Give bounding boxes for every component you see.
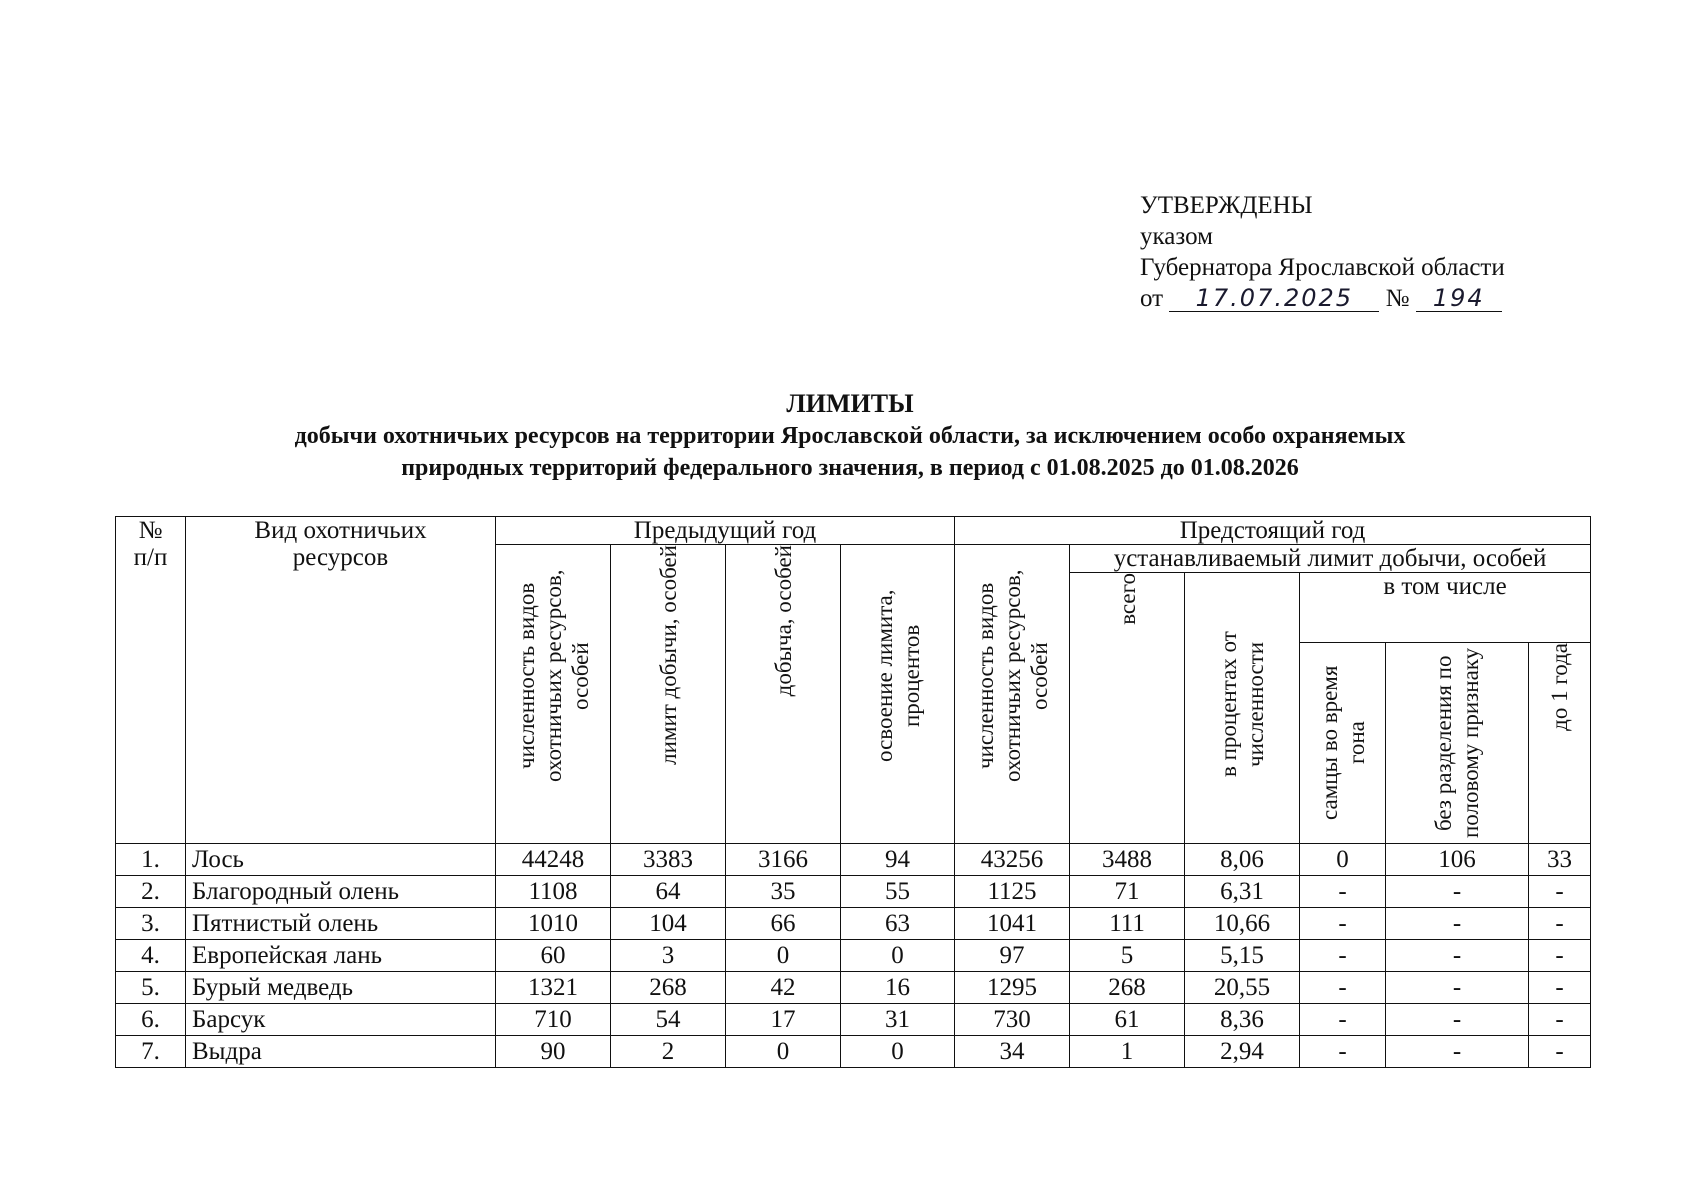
cell-under-one-year: -	[1529, 1036, 1591, 1068]
cell-prev-limit: 104	[611, 908, 726, 940]
cell-males-rut: -	[1300, 1004, 1386, 1036]
cell-next-population: 97	[955, 940, 1070, 972]
header-next-population	[955, 545, 1070, 844]
cell-next-population: 1295	[955, 972, 1070, 1004]
cell-prev-population: 1010	[496, 908, 611, 940]
cell-prev-population: 60	[496, 940, 611, 972]
row-species: Пятнистый олень	[186, 908, 496, 940]
header-total	[1070, 573, 1185, 844]
cell-no-sex-division: -	[1386, 972, 1529, 1004]
row-species: Европейская лань	[186, 940, 496, 972]
header-upcoming-year: Предстоящий год	[955, 517, 1591, 545]
row-number: 2.	[116, 876, 186, 908]
approval-authority: Губернатора Ярославской области	[1140, 254, 1505, 281]
header-prev-limit-label: лимит добычи, особей	[655, 545, 681, 765]
cell-prev-limit: 54	[611, 1004, 726, 1036]
cell-prev-harvest: 3166	[726, 844, 841, 876]
header-species	[186, 517, 496, 844]
header-species-label: Вид охотничьих ресурсов	[254, 517, 427, 571]
table-row	[116, 940, 1591, 972]
cell-prev-population: 710	[496, 1004, 611, 1036]
cell-prev-harvest: 35	[726, 876, 841, 908]
cell-total: 61	[1070, 1004, 1185, 1036]
header-including: в том числе	[1300, 573, 1591, 643]
header-prev-utilization	[841, 545, 955, 844]
header-under-one-year-label: до 1 года	[1547, 643, 1573, 731]
cell-prev-utilization: 16	[841, 972, 955, 1004]
cell-next-population: 730	[955, 1004, 1070, 1036]
cell-no-sex-division: -	[1386, 876, 1529, 908]
cell-prev-utilization: 94	[841, 844, 955, 876]
cell-prev-utilization: 63	[841, 908, 955, 940]
cell-total: 268	[1070, 972, 1185, 1004]
row-number: 4.	[116, 940, 186, 972]
row-number: 6.	[116, 1004, 186, 1036]
cell-males-rut: -	[1300, 876, 1386, 908]
handwritten-number: 194	[1416, 285, 1502, 312]
header-no-sex-division	[1386, 643, 1529, 844]
document-title	[110, 388, 1590, 484]
cell-total: 111	[1070, 908, 1185, 940]
row-species: Лось	[186, 844, 496, 876]
cell-prev-harvest: 0	[726, 940, 841, 972]
title-main: ЛИМИТЫ	[786, 389, 914, 418]
cell-total: 1	[1070, 1036, 1185, 1068]
cell-prev-harvest: 0	[726, 1036, 841, 1068]
cell-prev-population: 1321	[496, 972, 611, 1004]
table-header	[116, 517, 1591, 844]
cell-prev-harvest: 17	[726, 1004, 841, 1036]
cell-next-population: 34	[955, 1036, 1070, 1068]
header-percent	[1185, 573, 1300, 844]
cell-prev-utilization: 31	[841, 1004, 955, 1036]
cell-under-one-year: -	[1529, 940, 1591, 972]
approval-heading: УТВЕРЖДЕНЫ	[1140, 192, 1313, 219]
cell-prev-population: 44248	[496, 844, 611, 876]
table-row	[116, 1004, 1591, 1036]
cell-total: 71	[1070, 876, 1185, 908]
cell-next-population: 43256	[955, 844, 1070, 876]
cell-prev-limit: 2	[611, 1036, 726, 1068]
cell-next-population: 1041	[955, 908, 1070, 940]
date-prefix: от	[1140, 285, 1164, 312]
cell-prev-harvest: 66	[726, 908, 841, 940]
header-next-population-label: численность видов охотничьих ресурсов, особей	[972, 569, 1052, 783]
cell-total: 3488	[1070, 844, 1185, 876]
header-prev-limit	[611, 545, 726, 844]
cell-no-sex-division: -	[1386, 1004, 1529, 1036]
cell-under-one-year: -	[1529, 972, 1591, 1004]
limits-table	[115, 516, 1591, 1068]
header-prev-harvest	[726, 545, 841, 844]
cell-prev-limit: 3	[611, 940, 726, 972]
cell-prev-limit: 268	[611, 972, 726, 1004]
table-row	[116, 1036, 1591, 1068]
row-number: 5.	[116, 972, 186, 1004]
row-number: 3.	[116, 908, 186, 940]
cell-total: 5	[1070, 940, 1185, 972]
cell-prev-utilization: 0	[841, 940, 955, 972]
cell-percent: 10,66	[1185, 908, 1300, 940]
cell-prev-limit: 3383	[611, 844, 726, 876]
row-species: Бурый медведь	[186, 972, 496, 1004]
row-species: Благородный олень	[186, 876, 496, 908]
table-body	[116, 844, 1591, 1068]
title-subtitle-line1: добычи охотничьих ресурсов на территории Ярославской области, за исключением особо охраняемых	[294, 423, 1406, 449]
cell-no-sex-division: 106	[1386, 844, 1529, 876]
cell-prev-limit: 64	[611, 876, 726, 908]
cell-percent: 5,15	[1185, 940, 1300, 972]
header-males-rut	[1300, 643, 1386, 844]
header-percent-label: в процентах от численности	[1216, 631, 1269, 777]
cell-prev-population: 1108	[496, 876, 611, 908]
row-number: 1.	[116, 844, 186, 876]
approval-date-line	[1140, 283, 1505, 314]
cell-under-one-year: -	[1529, 1004, 1591, 1036]
row-species: Барсук	[186, 1004, 496, 1036]
cell-percent: 2,94	[1185, 1036, 1300, 1068]
header-set-limit: устанавливаемый лимит добычи, особей	[1070, 545, 1591, 573]
cell-males-rut: 0	[1300, 844, 1386, 876]
cell-next-population: 1125	[955, 876, 1070, 908]
header-prev-harvest-label: добыча, особей	[770, 545, 796, 697]
cell-prev-utilization: 0	[841, 1036, 955, 1068]
table-row	[116, 908, 1591, 940]
cell-males-rut: -	[1300, 940, 1386, 972]
cell-males-rut: -	[1300, 1036, 1386, 1068]
table-row	[116, 844, 1591, 876]
approval-decree-label: указом	[1140, 223, 1213, 250]
header-prev-population	[496, 545, 611, 844]
header-num-label: № п/п	[133, 517, 168, 571]
cell-under-one-year: -	[1529, 908, 1591, 940]
cell-percent: 8,06	[1185, 844, 1300, 876]
header-prev-utilization-label: освоение лимита, процентов	[871, 589, 924, 763]
table-row	[116, 876, 1591, 908]
cell-percent: 20,55	[1185, 972, 1300, 1004]
cell-no-sex-division: -	[1386, 908, 1529, 940]
title-subtitle-line2: природных территорий федерального значения, в период с 01.08.2025 до 01.08.2026	[401, 455, 1299, 481]
handwritten-date: 17.07.2025	[1169, 285, 1379, 312]
cell-under-one-year: 33	[1529, 844, 1591, 876]
header-under-one-year	[1529, 643, 1591, 844]
cell-prev-utilization: 55	[841, 876, 955, 908]
header-males-rut-label: самцы во время гона	[1316, 665, 1369, 821]
cell-males-rut: -	[1300, 908, 1386, 940]
header-prev-population-label: численность видов охотничьих ресурсов, особей	[513, 569, 593, 783]
approval-block	[1140, 190, 1505, 314]
number-prefix: №	[1385, 285, 1410, 312]
header-num	[116, 517, 186, 844]
cell-under-one-year: -	[1529, 876, 1591, 908]
row-number: 7.	[116, 1036, 186, 1068]
header-previous-year: Предыдущий год	[496, 517, 955, 545]
row-species: Выдра	[186, 1036, 496, 1068]
header-total-label: всего	[1114, 573, 1140, 625]
cell-no-sex-division: -	[1386, 940, 1529, 972]
cell-prev-harvest: 42	[726, 972, 841, 1004]
cell-no-sex-division: -	[1386, 1036, 1529, 1068]
cell-males-rut: -	[1300, 972, 1386, 1004]
cell-percent: 6,31	[1185, 876, 1300, 908]
header-no-sex-division-label: без разделения по половому признаку	[1431, 647, 1484, 839]
table-row	[116, 972, 1591, 1004]
cell-prev-population: 90	[496, 1036, 611, 1068]
cell-percent: 8,36	[1185, 1004, 1300, 1036]
